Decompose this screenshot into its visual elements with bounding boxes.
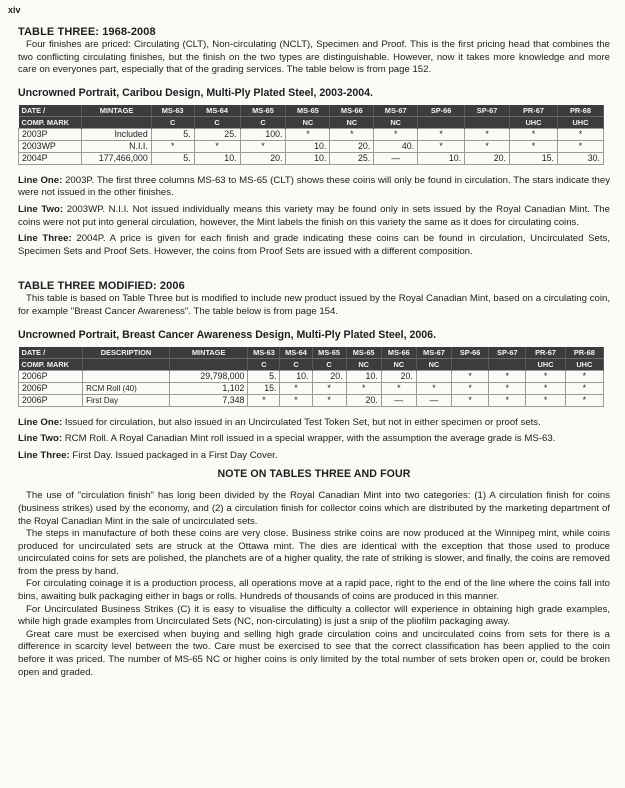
table2-cell: 2006P [19,382,83,394]
table1-subheader-1 [82,116,151,128]
table2-cell: 1,102 [169,382,248,394]
note-line-three [18,450,610,463]
table2-subheader-1 [83,358,170,370]
table2-cell: 20. [381,370,416,382]
table-row [19,394,604,406]
table1-subheader-7: NC [374,116,418,128]
note-label: Line One: [18,174,63,186]
table-row [19,370,604,382]
table2-cell: 2006P [19,394,83,406]
table2-cell: * [416,382,451,394]
table1-header-sp66: SP-66 [418,105,465,117]
table1-subheader-3: C [194,116,240,128]
table1 [18,105,604,165]
section3-paragraph-4: For Uncirculated Business Strikes (C) it is easy to visualise the difficulty a collector will experience in obtaining high grade examples, while high grade examples from Uncirculated Sets (NC, non-circulating) is just a snip of the pliofilm packaging away. [18,603,610,628]
table1-subheader-10: UHC [510,116,558,128]
table1-cell: N.I.I. [82,140,151,152]
table1-cell: * [330,128,374,140]
table1-header-pr67: PR-67 [510,105,558,117]
section3-paragraph-1: The use of "circulation finish" has long been divided by the Royal Canadian Mint into two categories: (1) A circulation finish for coins (business strikes) used by the economy, and (2) a circulation finish for collector coins which are distributed by the marketing department of the Royal Canadian Mint in the sale of uncirculated sets. [18,490,610,527]
table2-cell: 2006P [19,370,83,382]
table2-header-pr68: PR-68 [565,347,603,359]
table1-subheader-5: NC [286,116,330,128]
table1-cell: 2003P [19,128,82,140]
table1-cell: * [557,128,603,140]
note-label: Line Two: [18,203,64,215]
table2-subheader-5: C [312,358,346,370]
table2-subheader-3: C [248,358,280,370]
table2-cell: * [280,382,312,394]
table1-cell: Included [82,128,151,140]
table-row [19,140,604,152]
section3-paragraph-2: The steps in manufacture of both these coins are very close. Business strike coins are now produced at the Winnipeg mint, while coins produced for uncirculated sets are struck at the Ottawa mint. The dies are identical with the exception that those used to produce uncirculated coins for sets are polished, the planchets are of a higher quality, the rate of striking is slower, and finally, the coins are removed from the press by hand. [18,528,610,577]
table1-cell: 10. [418,152,465,164]
table1-cell: * [286,128,330,140]
table1-cell: 25. [194,128,240,140]
note-label: Line One: [18,416,63,428]
table-row [19,382,604,394]
section1-paragraph: Four finishes are priced: Circulating (CLT), Non-circulating (NCLT), Specimen and Proof. This is the first pricing head that combines the two conflicting circulating finishes, but the finish on the two types are distinguishable. However, now it takes more knowledge and more care on everyones part, especially that of the grading services. The table below is from page 152. [18,39,610,76]
table2-cell: 15. [248,382,280,394]
section2-paragraph: This table is based on Table Three but is modified to include new product issued by the Royal Canadian Mint, based on a circulating coin, for example "Breast Cancer Awareness". The table below is from page 154. [18,293,610,317]
note-line-three [18,233,610,258]
table1-cell: 15. [510,152,558,164]
table1-cell: * [374,128,418,140]
table1-header-pr68: PR-68 [557,105,603,117]
table2-cell: — [381,394,416,406]
table1-cell: 5. [151,152,194,164]
table2-cell: * [452,394,489,406]
table2-header-row-bottom [19,358,604,370]
table1-subheader-8 [418,116,465,128]
note-text: 2004P. A price is given for each finish and grade indicating these coins can be found in circulation, Uncirculated Sets, Specimen Sets and Proof Sets. However, the coins from Proof Sets are issued with a different composition. [18,233,610,257]
table1-cell: * [418,128,465,140]
table2-header-pr67: PR-67 [526,347,565,359]
note-text: 2003WP. N.I.I. Not issued individually means this variety may be found only in sets issued by the Royal Canadian Mint. The coins were not put into general circulation, however, the Mint labels the finish on this variety the same as it does for circulating coins. [18,203,610,228]
table1-cell: * [151,140,194,152]
table2-subheader-comp-mark: COMP. MARK [19,358,83,370]
note-label: Line Three: [18,233,72,245]
table1-cell: 100. [240,128,286,140]
table2-header-row-top [19,347,604,359]
note-text: 2003P. The first three columns MS-63 to MS-65 (CLT) shows these coins will only be found in circulation. The stars indicate they were not issued in the other finishes. [18,174,610,199]
table1-cell: 20. [240,152,286,164]
table1-header-sp67: SP-67 [465,105,510,117]
table2-cell: * [346,382,381,394]
table1-cell: * [194,140,240,152]
table2-cell [83,370,170,382]
table2-notes [18,417,610,463]
table2-cell: * [452,370,489,382]
table2-subheader-2 [169,358,248,370]
table1-header-row-top [19,105,604,117]
table1-cell: 2004P [19,152,82,164]
table2-cell: * [565,370,603,382]
table1-subheader-4: C [240,116,286,128]
table1-subheader-9 [465,116,510,128]
table1-cell: * [510,140,558,152]
table2-cell: 20. [346,394,381,406]
table2-cell: * [312,382,346,394]
table2-cell: * [565,394,603,406]
table1-subheader-6: NC [330,116,374,128]
table2-cell: * [565,382,603,394]
table1-cell: 10. [194,152,240,164]
table1-title: Uncrowned Portrait, Caribou Design, Multi-Ply Plated Steel, 2003-2004. [18,86,373,99]
table1-header-ms65-c: MS-65 [240,105,286,117]
table2-cell: 5. [248,370,280,382]
table1-header-row-bottom [19,116,604,128]
table1-cell: * [240,140,286,152]
table2-subheader-12: UHC [565,358,603,370]
table1-header-ms64: MS-64 [194,105,240,117]
table2-cell: * [489,394,526,406]
table1-cell: 20. [330,140,374,152]
table2-cell: * [381,382,416,394]
table2-cell: * [452,382,489,394]
section3-paragraph-5: Great care must be exercised when buying and selling high grade circulation coins and uncirculated coins from sets for there is a difference in scarcity level between the two. Care must be exercised to see that the correct classification has been applied to the coin before it was priced. The number of MS-65 NC or higher coins is only limited by the total number of sets broken open or, could be broken open and graded. [18,628,610,678]
table2-cell: 10. [346,370,381,382]
table2-cell: * [489,382,526,394]
table2-header-ms65-nc: MS-65 [346,347,381,359]
table1-header-ms66: MS-66 [330,105,374,117]
table2-cell: * [526,382,565,394]
table1-cell: * [557,140,603,152]
table2-header-sp67: SP-67 [489,347,526,359]
table2-subheader-10 [489,358,526,370]
table1-header-ms63: MS-63 [151,105,194,117]
table1-cell: 30. [557,152,603,164]
table1-header-ms65-nc: MS-65 [286,105,330,117]
table2-cell: 7,348 [169,394,248,406]
note-line-two [18,433,610,446]
table1-notes [18,175,610,259]
table1-cell: 2003WP [19,140,82,152]
table2-cell: 20. [312,370,346,382]
note-text: RCM Roll. A Royal Canadian Mint roll issued in a special wrapper, with the assumption the average grade is MS-63. [62,433,556,445]
table1-cell: * [418,140,465,152]
table2-subheader-6: NC [346,358,381,370]
section3-heading: NOTE ON TABLES THREE AND FOUR [217,468,411,481]
table1-cell: 5. [151,128,194,140]
note-line-one [18,175,610,200]
table2-cell: — [416,394,451,406]
table2-subheader-11: UHC [526,358,565,370]
table2-subheader-8: NC [416,358,451,370]
section2-heading: TABLE THREE MODIFIED: 2006 [18,280,185,293]
table1-cell: * [510,128,558,140]
table2-header-mintage: MINTAGE [169,347,248,359]
table2 [18,347,604,407]
table2-header-ms67: MS-67 [416,347,451,359]
note-line-two [18,204,610,229]
table2-subheader-7: NC [381,358,416,370]
table2-subheader-9 [452,358,489,370]
table1-cell: * [465,128,510,140]
table2-header-ms63: MS-63 [248,347,280,359]
table1-subheader-11: UHC [557,116,603,128]
page-content [18,26,610,679]
table1-subheader-comp-mark: COMP. MARK [19,116,82,128]
note-label: Line Three: [18,449,70,461]
table1-header-ms67: MS-67 [374,105,418,117]
note-line-one [18,417,610,430]
table2-header-ms65-c: MS-65 [312,347,346,359]
note-text: First Day. Issued packaged in a First Day Cover. [69,449,278,461]
table2-header-sp66: SP-66 [452,347,489,359]
table2-header-ms64: MS-64 [280,347,312,359]
table2-subheader-4: C [280,358,312,370]
table2-header-ms66: MS-66 [381,347,416,359]
table2-cell: RCM Roll (40) [83,382,170,394]
table2-cell: * [280,394,312,406]
table1-cell: — [374,152,418,164]
table1-subheader-2: C [151,116,194,128]
section3-paragraph-3: For circulating coinage it is a production process, all operations move at a rapid pace, right to the end of the line where the coins fall into bins, awaiting bulk packaging either in bags or rolls. Hundreds of thousands of coins are produced in this manner. [18,578,610,603]
table2-title: Uncrowned Portrait, Breast Cancer Awareness Design, Multi-Ply Plated Steel, 2006. [18,328,437,341]
table-row [19,128,604,140]
table1-cell: * [465,140,510,152]
table2-cell: First Day [83,394,170,406]
table-row [19,152,604,164]
table2-cell [416,370,451,382]
table1-cell: 40. [374,140,418,152]
table2-cell: 29,798,000 [169,370,248,382]
note-label: Line Two: [18,433,63,445]
section1-heading: TABLE THREE: 1968-2008 [18,26,156,38]
table1-cell: 25. [330,152,374,164]
table1-cell: 10. [286,152,330,164]
table2-cell: 10. [280,370,312,382]
table2-cell: * [526,394,565,406]
table1-cell: 177,466,000 [82,152,151,164]
table1-cell: 20. [465,152,510,164]
note-text: Issued for circulation, but also issued in an Uncirculated Test Token Set, but not in either specimen or proof sets. [62,416,541,428]
table2-cell: * [526,370,565,382]
table2-cell: * [248,394,280,406]
table2-cell: * [312,394,346,406]
page-number: xiv [8,5,21,15]
table2-cell: * [489,370,526,382]
table1-header-mintage: MINTAGE [82,105,151,117]
table2-header-description: DESCRIPTION [83,347,170,359]
table2-header-date: DATE / [19,347,83,359]
table1-cell: 10. [286,140,330,152]
table1-header-date: DATE / [19,105,82,117]
